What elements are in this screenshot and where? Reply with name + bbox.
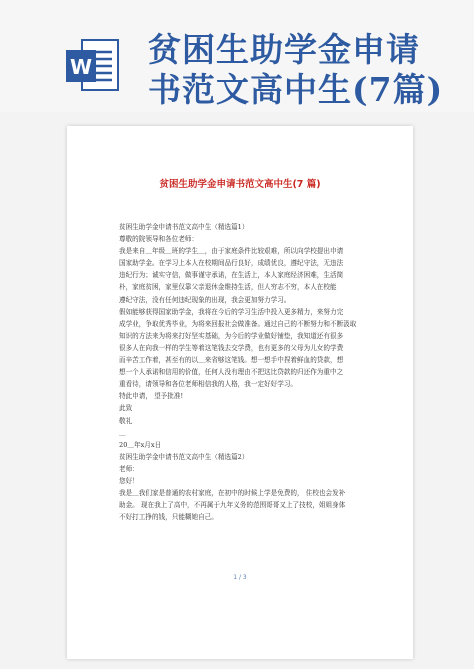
- text-line: 假如能够获得国家助学金，我将在今后的学习生活中投入更多精力，来努力完: [119, 307, 344, 316]
- word-document-icon: [64, 36, 122, 106]
- text-line: 贫困生助学金申请书范文高中生（精选篇1）: [119, 223, 249, 231]
- page-title-line-2: 书范文高中生(7篇): [148, 70, 444, 109]
- text-line: 成学业，争取优秀毕业，为将来回报社会做准备。通过自己的不断努力和不断汲取: [119, 319, 357, 328]
- text-line: 想一个人承诺和信用的价值，任何人没有理由不把这比贷款的归还作为重中之: [119, 368, 344, 377]
- text-line: 国家助学金。在学习上本人在校期间品行良好，成绩优良，遵纪守法，无违法: [119, 259, 344, 268]
- logo-letter: W: [69, 55, 93, 79]
- document-page: [67, 126, 413, 659]
- text-line: 我是来自＿年级＿班的学生＿，由于家庭条件比较艰难，所以向学校提出申请: [119, 247, 344, 256]
- text-line: 助金。 现在我上了高中，不再属于九年义务的范围哥哥又上了技校，姐姐身体: [119, 501, 346, 510]
- header-banner: [0, 0, 474, 112]
- text-line: 特此申请， 望予批准!: [119, 392, 184, 401]
- text-line: 您好！: [119, 476, 139, 485]
- text-line: ＿: [119, 428, 126, 437]
- text-line: 重看待，请领导和各位老师相信我的人格，我一定好好学习。: [119, 380, 298, 389]
- text-line: 朴，家庭贫困，家里仅靠父亲退休金维持生活，但人穷志不穷，本人在校能: [119, 283, 337, 292]
- text-line: 知识的方法来为将来打好坚实基础，为今后的学业做好铺垫，我知道还有很多: [119, 331, 344, 340]
- text-line: 而辛苦工作着，甚至有的以＿来省够这笔钱。想一想手中捏着鲜血的贷款，想: [119, 356, 344, 365]
- text-line: 违纪行为；诚实守信，做事谨守承诺，在生活上，本人家庭经济困难，生活简: [119, 271, 344, 280]
- text-line: 很多人在向我一样的学生等着这笔钱去交学费，也有更多的父母为儿女的学费: [119, 343, 344, 352]
- document-body: [119, 221, 391, 523]
- text-line: 不好打工挣的钱，只能糊她自己。: [119, 513, 218, 522]
- text-line: 遵纪守法，没有任何违纪现象的出现，我会更加努力学习。: [119, 295, 291, 304]
- text-line: 20＿年x月x日: [119, 440, 162, 449]
- document-title: 贫困生助学金申请书范文高中生(7 篇): [159, 179, 321, 190]
- text-line: 此致: [119, 404, 133, 413]
- text-line: 老师：: [119, 464, 139, 473]
- text-line: 敬礼: [119, 416, 133, 425]
- text-line: 贫困生助学金申请书范文高中生（精选篇2）: [119, 452, 249, 461]
- text-line: 尊敬的院领导和各位老师：: [119, 235, 199, 244]
- text-line: 我是＿我们家是普通的农村家庭，在初中的时候上学是免费的， 住校也会发补: [119, 489, 346, 498]
- page-number: 1 / 3: [233, 574, 247, 581]
- page-title-line-1: 贫困生助学金申请: [148, 30, 420, 69]
